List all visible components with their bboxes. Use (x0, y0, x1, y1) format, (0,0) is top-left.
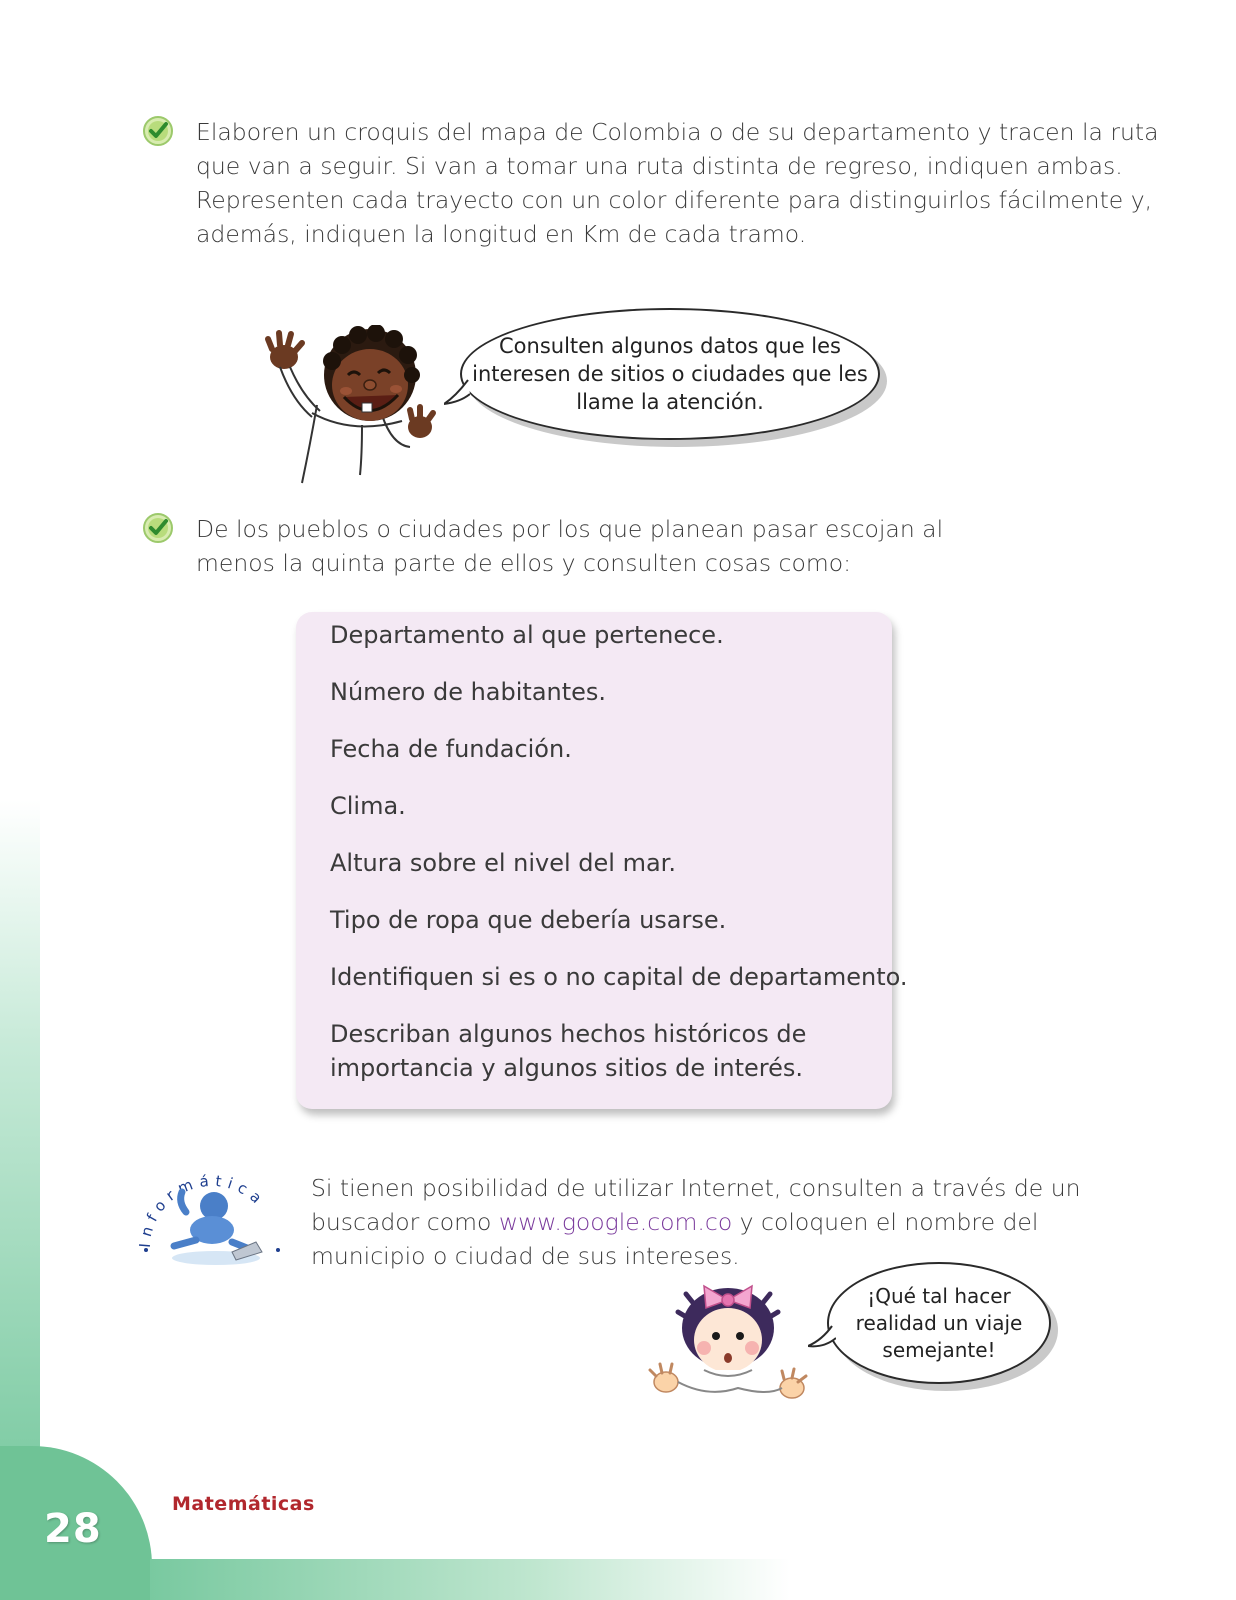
list-item: Clima. (330, 792, 406, 820)
task-2-line: De los pueblos o ciudades por los que planean pasar escojan al (196, 515, 944, 543)
bottom-decoration-band (150, 1559, 790, 1600)
list-item: Departamento al que pertenece. (330, 621, 724, 649)
speech-bubble-girl (827, 1262, 1051, 1384)
task-1-line: Representen cada trayecto con un color diferente para distinguirlos fácilmente y, (196, 186, 1153, 214)
task-1-line: que van a seguir. Si van a tomar una ruta distinta de regreso, indiquen ambas. (196, 152, 1123, 180)
task-1-text (196, 115, 1159, 251)
informatica-text (311, 1171, 1081, 1273)
task-2-line: menos la quinta parte de ellos y consulten cosas como: (196, 549, 852, 577)
speech-bubble-tail (444, 378, 470, 408)
list-item: Altura sobre el nivel del mar. (330, 849, 676, 877)
checkmark-icon (142, 115, 174, 147)
speech-bubble-boy (460, 308, 880, 440)
task-2-text (196, 512, 956, 580)
informatica-line-part: buscador como (311, 1208, 499, 1236)
informatica-label: Informática (136, 1171, 270, 1249)
google-link[interactable]: www.google.com.co (498, 1208, 733, 1236)
informatica-line: Si tienen posibilidad de utilizar Internet, consulten a través de un (311, 1174, 1081, 1202)
informatica-line (311, 1205, 1039, 1239)
subject-title: Matemáticas (172, 1493, 315, 1515)
speech-line: interesen de sitios o ciudades que les (472, 362, 868, 386)
girl-character-illustration (648, 1278, 828, 1423)
speech-line: Consulten algunos datos que les (499, 334, 841, 358)
informatica-line: municipio o ciudad de sus intereses. (311, 1242, 740, 1270)
list-item: Tipo de ropa que debería usarse. (330, 906, 727, 934)
speech-line: ¡Qué tal hacer (867, 1283, 1011, 1308)
list-item: Describan algunos hechos históricos de (330, 1020, 807, 1048)
side-decoration-band (0, 800, 40, 1500)
boy-character-illustration (262, 325, 462, 485)
informatica-line-part: y coloquen el nombre del (732, 1208, 1039, 1236)
checkmark-icon (142, 512, 174, 544)
page-number: 28 (44, 1506, 102, 1552)
list-item: Fecha de fundación. (330, 735, 572, 763)
task-1-line: Elaboren un croquis del mapa de Colombia o de su departamento y tracen la ruta (196, 118, 1159, 146)
list-item: Número de habitantes. (330, 678, 607, 706)
informatica-logo-icon (136, 1160, 288, 1270)
speech-line: semejante! (882, 1337, 996, 1362)
consult-items-box (296, 612, 908, 1109)
speech-bubble-tail (808, 1324, 836, 1352)
speech-line: realidad un viaje (855, 1310, 1023, 1335)
list-item: Identifiquen si es o no capital de departamento. (330, 963, 908, 991)
speech-line: llame la atención. (576, 390, 764, 414)
list-item: importancia y algunos sitios de interés. (330, 1054, 804, 1082)
task-1-line: además, indiquen la longitud en Km de cada tramo. (196, 220, 807, 248)
